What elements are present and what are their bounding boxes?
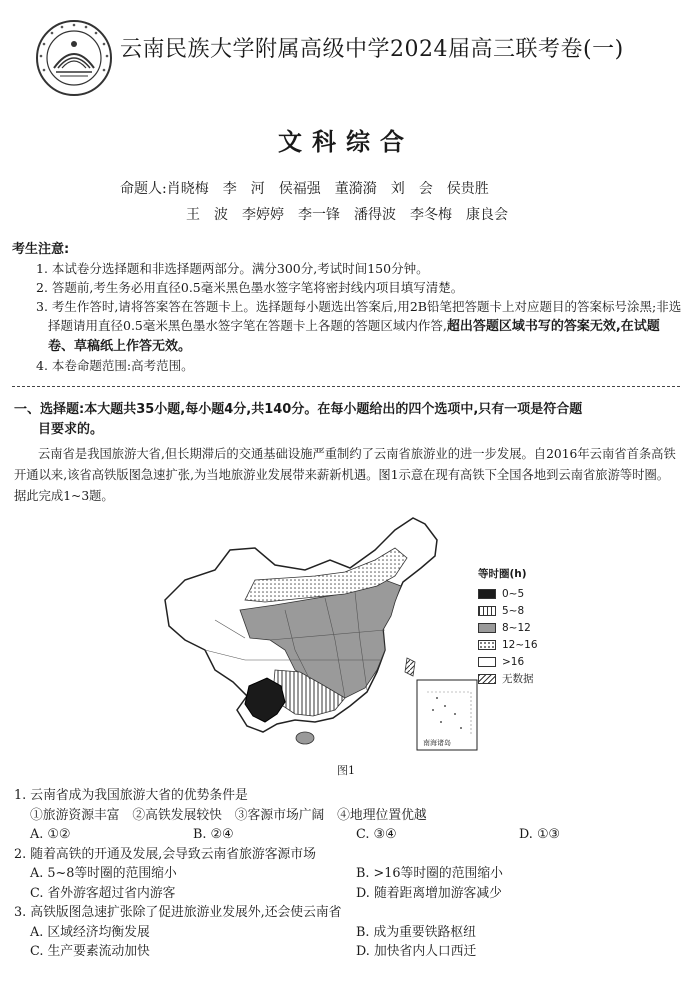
legend-swatch xyxy=(478,674,496,684)
legend-label: 0~5 xyxy=(502,587,525,600)
question-3-options-row-1 xyxy=(14,923,682,943)
legend-label: 8~12 xyxy=(502,621,531,634)
legend-swatch xyxy=(478,589,496,599)
question-3-stem: 3. 高铁版图急速扩张除了促进旅游业发展外,还会使云南省 xyxy=(14,905,342,920)
authors-line-2: 王 波 李婷婷 李一锋 潘得波 李冬梅 康良会 xyxy=(186,207,508,223)
option-a: A. 区域经济均衡发展 xyxy=(30,924,150,940)
notice-heading: 考生注意: xyxy=(12,242,70,257)
legend-item xyxy=(478,670,538,687)
question-1-options xyxy=(14,825,682,845)
legend-label: 无数据 xyxy=(502,673,534,685)
option-b: B. ②④ xyxy=(193,827,234,842)
legend-item xyxy=(478,653,538,670)
option-a: A. ①② xyxy=(30,827,71,842)
option-b: B. 成为重要铁路枢纽 xyxy=(356,924,476,940)
question-2-options-row-2 xyxy=(14,884,682,904)
notice-item-4: 4. 本卷命题范围:高考范围。 xyxy=(36,358,194,373)
notice-item-2: 2. 答题前,考生务必用直径0.5毫米黑色墨水签字笔将密封线内项目填写清楚。 xyxy=(36,280,464,295)
notice-item-3 xyxy=(12,297,682,356)
notice-block xyxy=(12,240,682,375)
legend-label: >16 xyxy=(502,655,525,668)
notice-item-3-bold: 超出答题区域书写的答案无效,在试题卷、草稿纸上作答无效。 xyxy=(48,319,660,354)
question-2-options-row-1 xyxy=(14,864,682,884)
option-c: C. 省外游客超过省内游客 xyxy=(30,885,176,901)
question-1-items: ①旅游资源丰富 ②高铁发展较快 ③客源市场广阔 ④地理位置优越 xyxy=(30,807,427,823)
reading-passage: 云南省是我国旅游大省,但长期滞后的交通基础设施严重制约了云南省旅游业的进一步发展。自2016年云南省首条高铁开通以来,该省高铁版图急速扩张,为当地旅游业发展带来薪新机遇。图1示意在现有高铁下全国各地到云南省旅游等时圈。据此完成1~3题。 xyxy=(14,447,676,503)
legend-item xyxy=(478,602,538,619)
notice-item-3-text: 3. 考生作答时,请将答案答在答题卡上。选择题每小题选出答案后,用2B铅笔把答题卡上对应题目的答案标号涂黑;非选择题请用直径0.5毫米黑色墨水签字笔在答题卡上各题的答题区域内作答, xyxy=(36,299,682,333)
legend-label: 12~16 xyxy=(502,638,538,651)
inset-label: 南海诸岛 xyxy=(423,739,451,747)
legend-swatch xyxy=(478,640,496,650)
question-2-stem: 2. 随着高铁的开通及发展,会导致云南省旅游客源市场 xyxy=(14,846,316,862)
legend-label: 5~8 xyxy=(502,604,525,617)
notice-item-1: 1. 本试卷分选择题和非选择题两部分。满分300分,考试时间150分钟。 xyxy=(36,261,429,276)
subject-title: 文科综合 xyxy=(278,128,414,156)
school-title: 云南民族大学附属高级中学2024届高三联考卷(一) xyxy=(120,37,624,62)
option-a: A. 5~8等时圈的范围缩小 xyxy=(30,866,177,881)
question-3-options-row-2 xyxy=(14,942,682,962)
legend-swatch xyxy=(478,657,496,667)
option-c: C. ③④ xyxy=(356,827,397,842)
legend-item xyxy=(478,636,538,653)
option-d: D. ①③ xyxy=(519,827,560,842)
region-no-data xyxy=(405,658,415,676)
dashed-divider xyxy=(12,386,680,387)
section-heading xyxy=(14,400,680,440)
figure-caption: 图1 xyxy=(337,764,355,777)
legend-item xyxy=(478,585,538,602)
legend-item xyxy=(478,619,538,636)
option-d: D. 加快省内人口西迁 xyxy=(356,944,477,959)
option-c: C. 生产要素流动加快 xyxy=(30,944,150,959)
legend-title: 等时圈(h) xyxy=(478,568,527,580)
option-b: B. >16等时圈的范围缩小 xyxy=(356,866,503,881)
authors-line-1: 命题人:肖晓梅 李 河 侯福强 董漪漪 刘 会 侯贵胜 xyxy=(120,181,489,197)
school-logo xyxy=(34,18,114,98)
section-heading-line-2: 目要求的。 xyxy=(38,422,104,437)
section-heading-line-1: 一、选择题:本大题共35小题,每小题4分,共140分。在每小题给出的四个选项中,只有一项是符合题 xyxy=(14,402,583,417)
question-1-stem: 1. 云南省成为我国旅游大省的优势条件是 xyxy=(14,788,248,803)
option-d: D. 随着距离增加游客减少 xyxy=(356,885,502,901)
questions-block xyxy=(14,786,682,962)
legend-swatch xyxy=(478,606,496,616)
map-legend xyxy=(478,566,538,687)
authors-block xyxy=(120,176,640,228)
legend-swatch xyxy=(478,623,496,633)
